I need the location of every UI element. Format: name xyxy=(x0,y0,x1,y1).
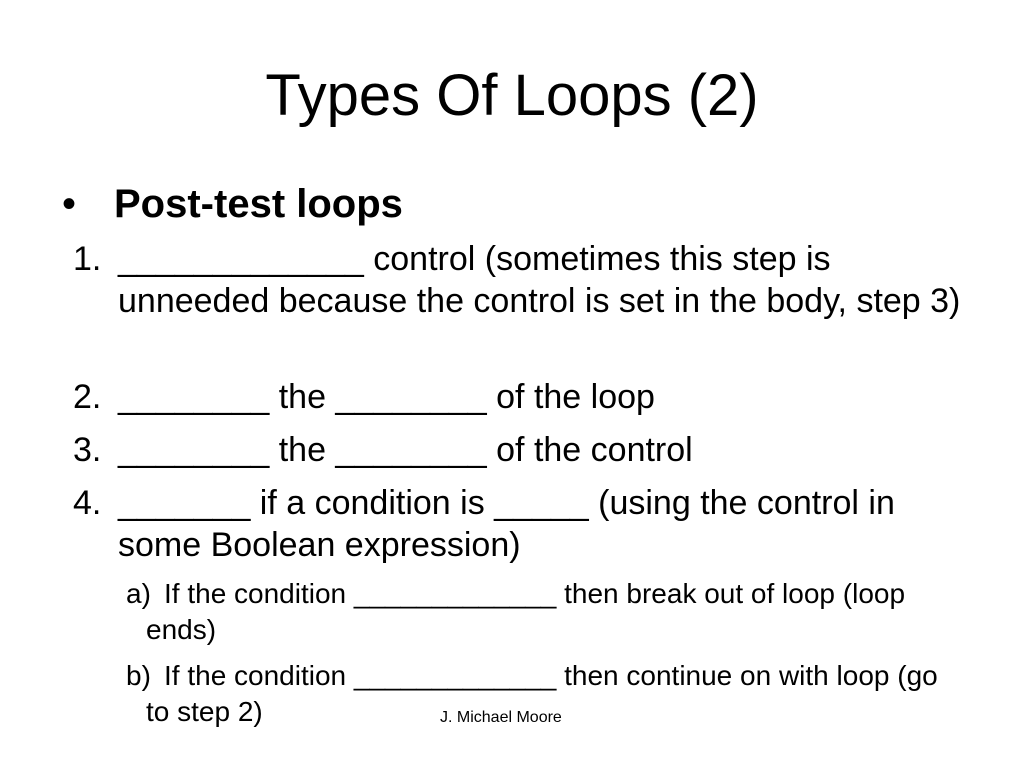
sub-item-a xyxy=(126,576,946,648)
item-text: ________ the ________ of the control xyxy=(118,431,693,469)
item-number: 4. xyxy=(73,484,102,522)
numbered-item-3 xyxy=(73,429,973,471)
item-number: 1. xyxy=(73,240,102,278)
sub-item-text: If the condition _____________ then continue on with loop (go to step 2) xyxy=(146,660,938,727)
bullet-symbol: • xyxy=(62,182,77,226)
footer-author: J. Michael Moore xyxy=(440,709,562,726)
item-text: ________ the ________ of the loop xyxy=(118,378,655,416)
sub-item-letter: a) xyxy=(126,578,151,609)
sub-item-letter: b) xyxy=(126,660,151,691)
numbered-item-2 xyxy=(73,376,973,418)
sub-item-text: If the condition _____________ then break out of loop (loop ends) xyxy=(146,578,906,645)
item-number: 3. xyxy=(73,431,102,469)
bullet-heading: Post-test loops xyxy=(114,182,403,226)
numbered-item-1 xyxy=(73,238,973,322)
numbered-item-4 xyxy=(73,482,973,566)
slide-title: Types Of Loops (2) xyxy=(265,63,759,128)
item-number: 2. xyxy=(73,378,102,416)
item-text: _____________ control (sometimes this step is unneeded because the control is set in the body, step 3) xyxy=(118,240,961,320)
item-text: _______ if a condition is _____ (using the control in some Boolean expression) xyxy=(118,484,895,564)
bullet-post-test-loops xyxy=(62,180,403,228)
